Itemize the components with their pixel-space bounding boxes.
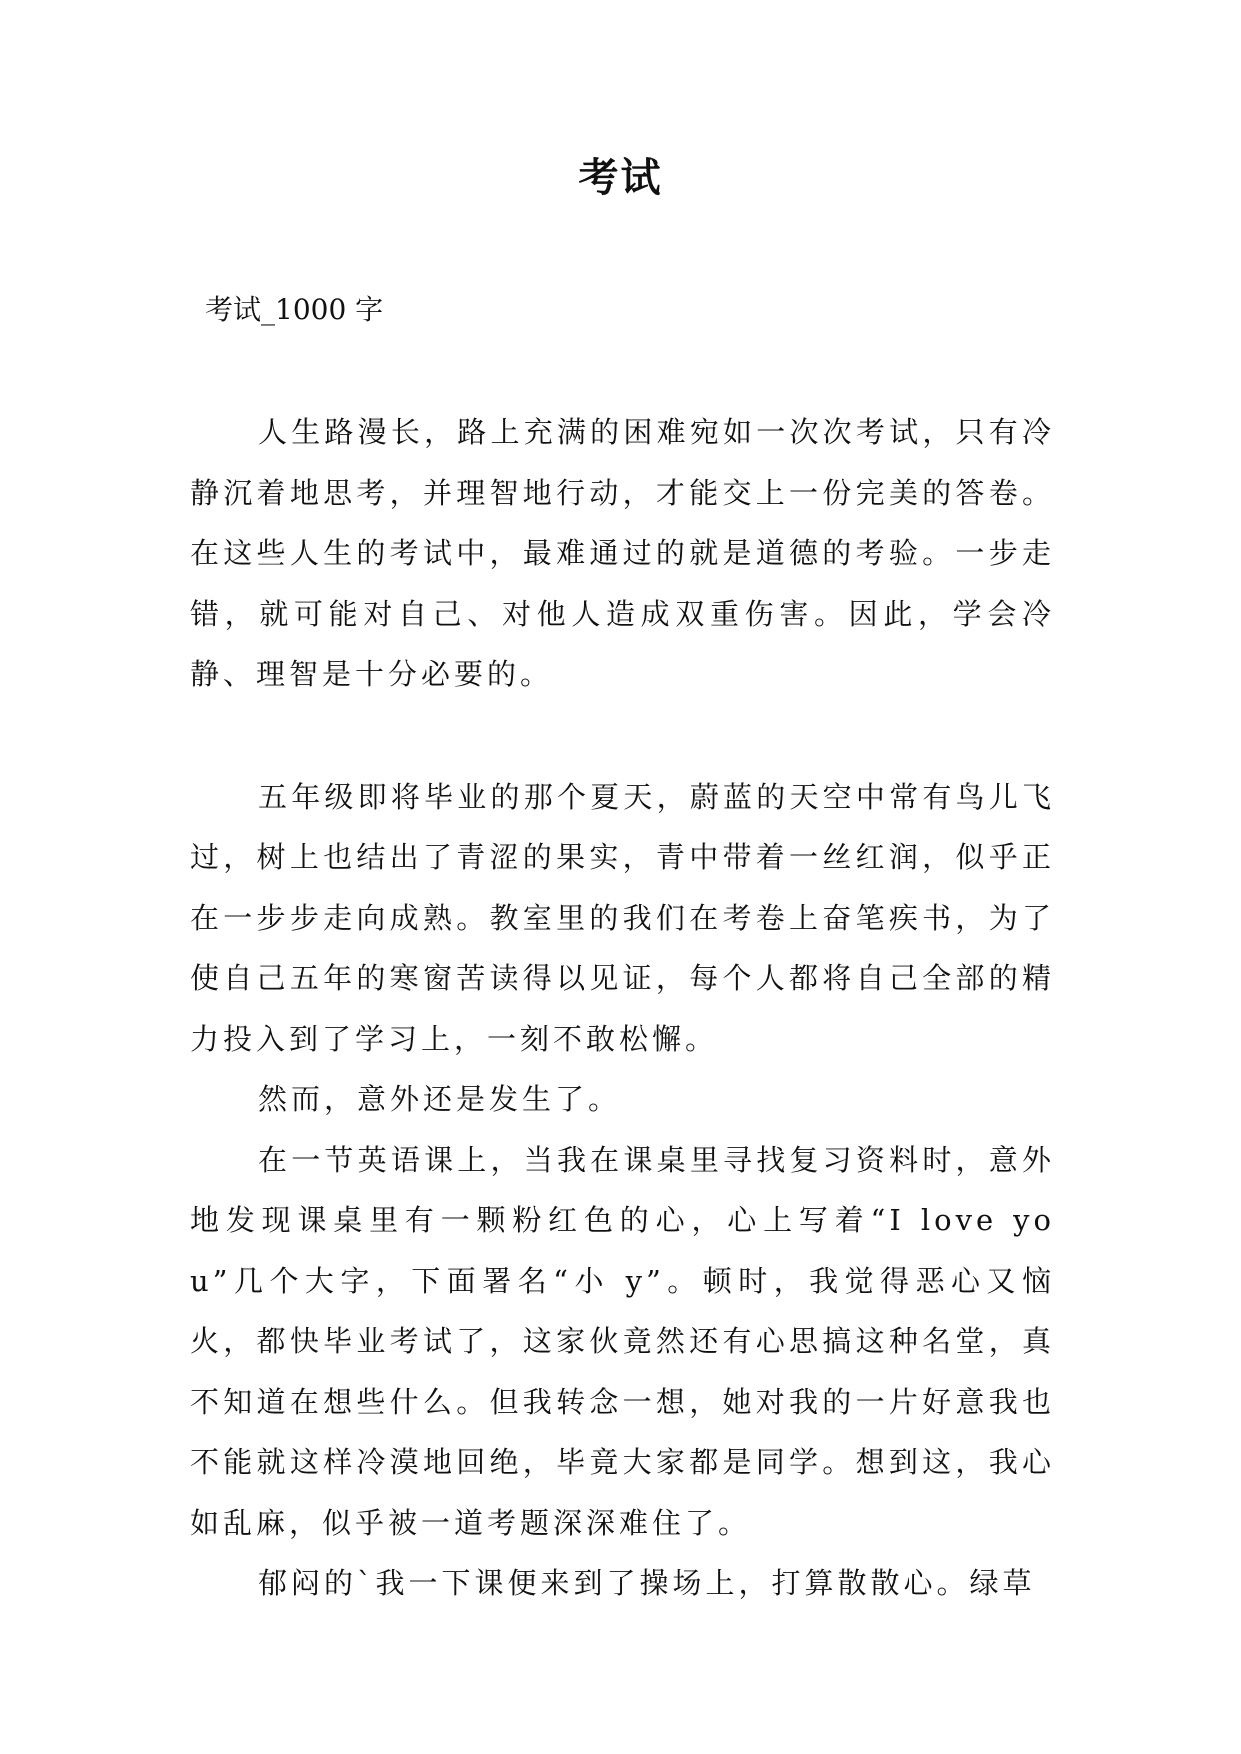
paragraph-2: 五年级即将毕业的那个夏天，蔚蓝的天空中常有鸟儿飞过，树上也结出了青涩的果实，青中带着一丝红润，似乎正在一步步走向成熟。教室里的我们在考卷上奋笔疾书，为了使自己五年的寒窗苦读得以见证，每个人都将自己全部的精力投入到了学习上，一刻不敢松懈。 xyxy=(190,779,1055,1056)
paragraph-4: 在一节英语课上，当我在课桌里寻找复习资料时，意外地发现课桌里有一颗粉红色的心，心上写着“I love you”几个大字，下面署名“小 y”。顿时，我觉得恶心又恼火，都快毕业考试了，这家伙竟然还有心思搞这种名堂，真不知道在想些什么。但我转念一想，她对我的一片好意我也不能就这样冷漠地回绝，毕竟大家都是同学。想到这，我心如乱麻，似乎被一道考题深深难住了。 xyxy=(190,1142,1055,1540)
paragraph-spacer xyxy=(190,705,1055,767)
paragraph-3: 然而，意外还是发生了。 xyxy=(258,1082,622,1116)
document-subtitle: 考试_1000 字 xyxy=(205,293,384,326)
document-title: 考试 xyxy=(578,154,663,201)
paragraph-5: 郁闷的`我一下课便来到了操场上，打算散散心。绿草 xyxy=(258,1566,1036,1600)
document-body xyxy=(190,402,1055,1614)
paragraph-1: 人生路漫长，路上充满的困难宛如一次次考试，只有冷静沉着地思考，并理智地行动，才能交上一份完美的答卷。在这些人生的考试中，最难通过的就是道德的考验。一步走错，就可能对自己、对他人造成双重伤害。因此，学会冷静、理智是十分必要的。 xyxy=(190,415,1055,691)
